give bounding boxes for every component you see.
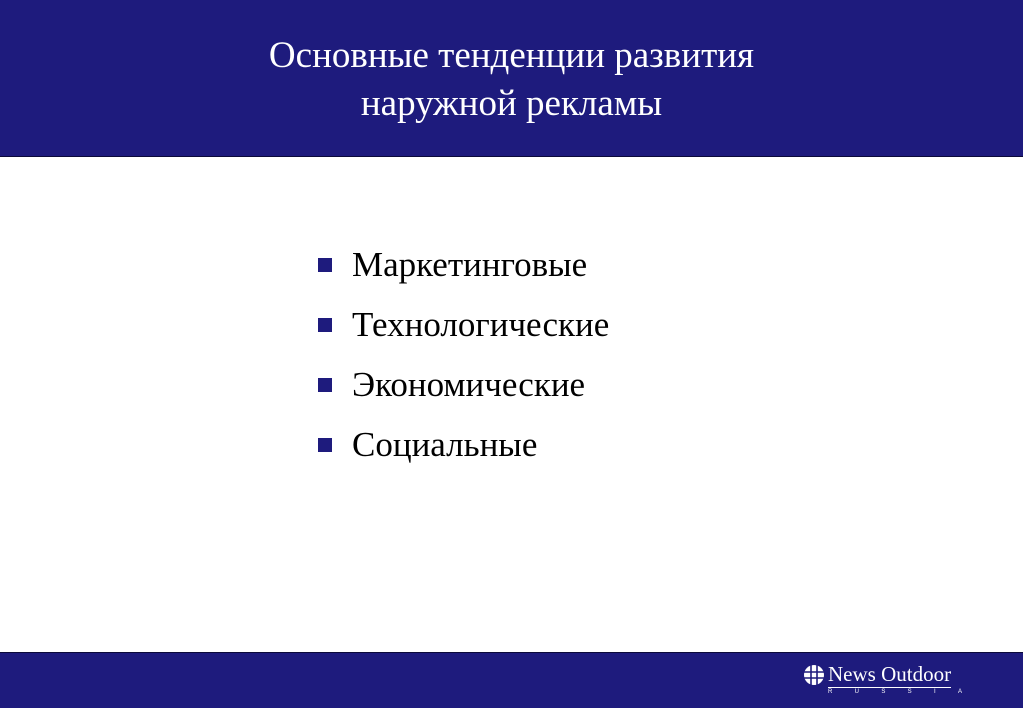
bullet-item <box>318 355 609 415</box>
bullet-text: Социальные <box>352 425 538 464</box>
bullet-text: Экономические <box>352 365 586 404</box>
slide-title-line-1: Основные тенденции развития <box>268 35 755 76</box>
title-band <box>0 0 1023 157</box>
bullet-item <box>318 415 609 475</box>
bullet-list <box>318 235 609 475</box>
news-outdoor-logo <box>803 661 968 697</box>
slide-title-line-2: наружной рекламы <box>360 83 663 124</box>
bullet-item <box>318 235 609 295</box>
logo-sub-letter: A <box>957 689 962 695</box>
logo-sub-letter: S <box>907 689 912 695</box>
bullet-text: Технологические <box>352 305 610 344</box>
bullet-item <box>318 295 609 355</box>
bullet-text: Маркетинговые <box>352 245 588 284</box>
square-bullet-icon <box>318 378 332 392</box>
footer-band <box>0 652 1023 708</box>
square-bullet-icon <box>318 438 332 452</box>
logo-subtitle <box>828 689 962 696</box>
logo-sub-letter: I <box>933 689 936 695</box>
logo-sub-letter: S <box>881 689 886 695</box>
logo-sub-letter: U <box>854 689 859 695</box>
logo-sub-letter: R <box>828 689 833 695</box>
globe-icon <box>803 664 825 686</box>
logo-name: News Outdoor <box>828 662 952 686</box>
slide-title <box>0 32 1023 128</box>
square-bullet-icon <box>318 318 332 332</box>
square-bullet-icon <box>318 258 332 272</box>
